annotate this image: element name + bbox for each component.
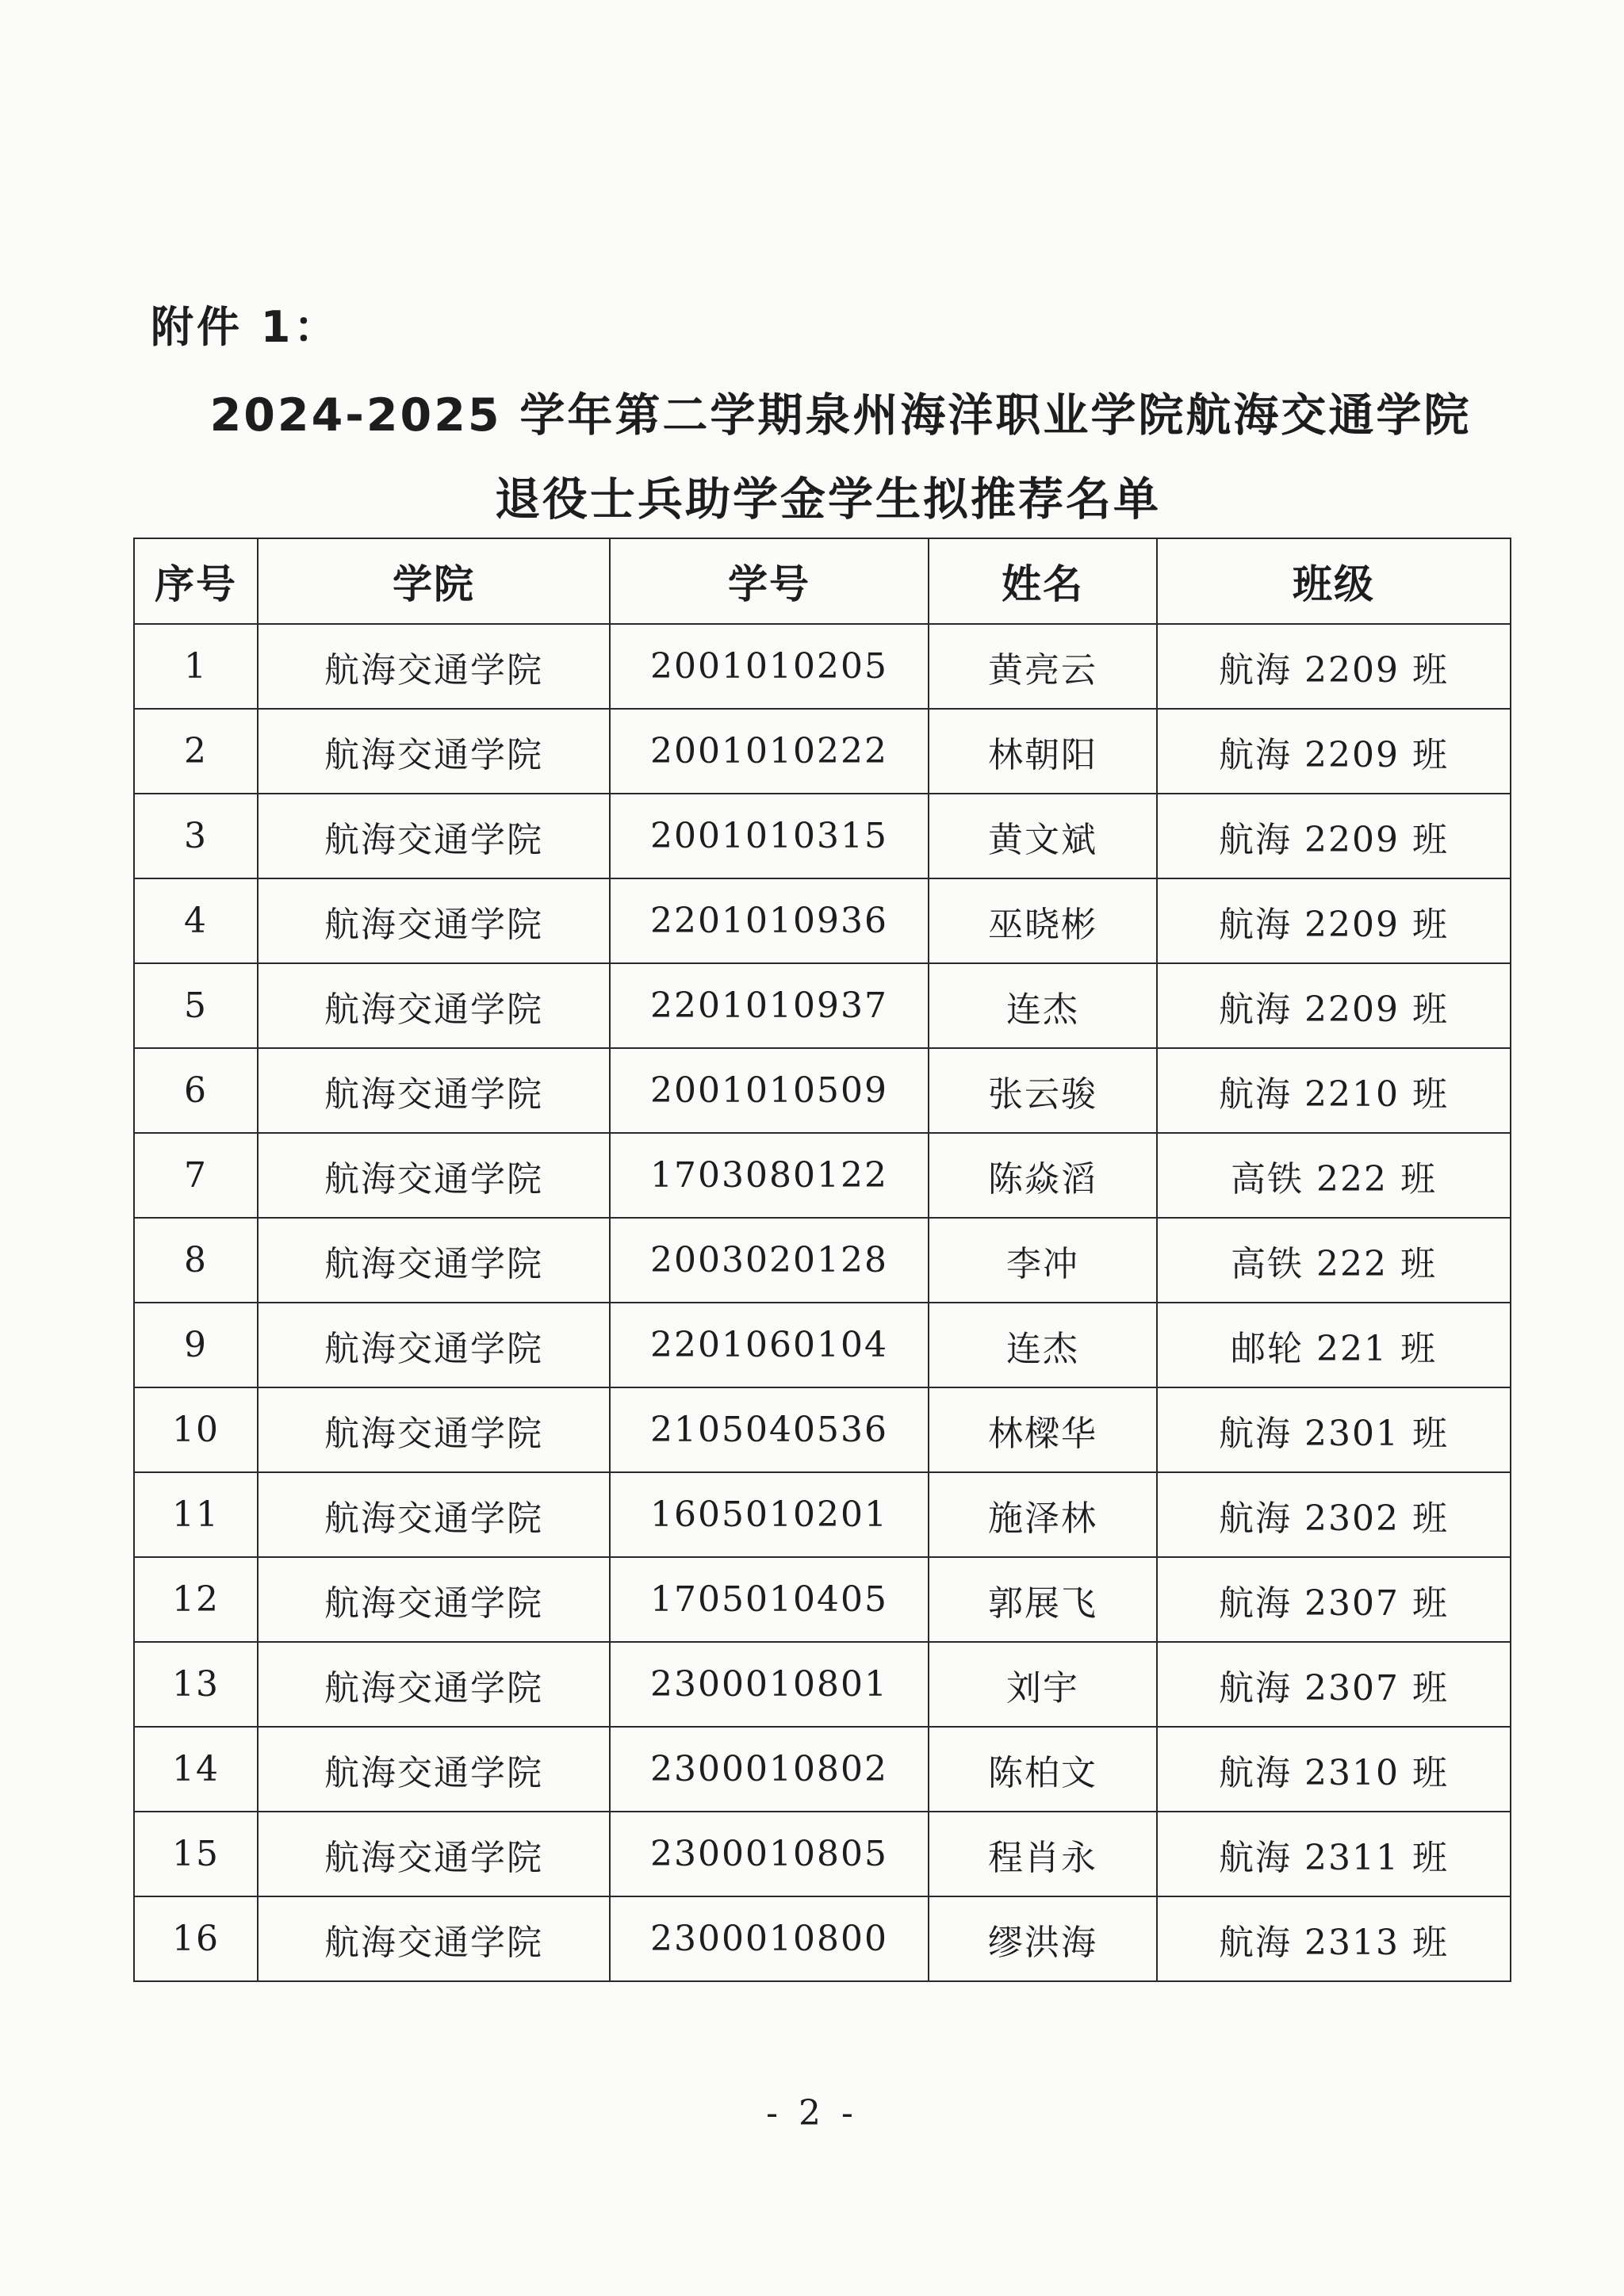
table-row: [134, 1557, 1511, 1642]
cell-serial-number: 12: [134, 1557, 258, 1642]
cell-serial-number: 9: [134, 1303, 258, 1387]
table-body: [134, 624, 1511, 1981]
cell-college: 航海交通学院: [258, 1387, 610, 1472]
cell-name: 黄亮云: [929, 624, 1157, 709]
cell-name: 刘宇: [929, 1642, 1157, 1727]
cell-name: 连杰: [929, 963, 1157, 1048]
cell-student-id: 2300010801: [610, 1642, 929, 1727]
table-header: [134, 538, 1511, 624]
cell-student-id: 1705010405: [610, 1557, 929, 1642]
table-row: [134, 624, 1511, 709]
cell-college: 航海交通学院: [258, 878, 610, 963]
cell-class: 航海 2310 班: [1157, 1727, 1511, 1812]
cell-student-id: 1703080122: [610, 1133, 929, 1218]
table-header-row: [134, 538, 1511, 624]
header-serial-number: 序号: [134, 538, 258, 624]
cell-class: 邮轮 221 班: [1157, 1303, 1511, 1387]
cell-name: 连杰: [929, 1303, 1157, 1387]
cell-student-id: 2001010222: [610, 709, 929, 794]
cell-class: 航海 2313 班: [1157, 1896, 1511, 1981]
cell-name: 黄文斌: [929, 794, 1157, 878]
table-row: [134, 1218, 1511, 1303]
cell-class: 航海 2302 班: [1157, 1472, 1511, 1557]
cell-class: 航海 2209 班: [1157, 963, 1511, 1048]
cell-name: 陈焱滔: [929, 1133, 1157, 1218]
table-row: [134, 1387, 1511, 1472]
cell-serial-number: 15: [134, 1812, 258, 1896]
cell-college: 航海交通学院: [258, 963, 610, 1048]
table-row: [134, 1642, 1511, 1727]
cell-name: 巫晓彬: [929, 878, 1157, 963]
cell-student-id: 2001010205: [610, 624, 929, 709]
cell-student-id: 2201010936: [610, 878, 929, 963]
header-student-id: 学号: [610, 538, 929, 624]
cell-college: 航海交通学院: [258, 1557, 610, 1642]
page-number: - 2 -: [766, 2093, 858, 2133]
cell-name: 林樑华: [929, 1387, 1157, 1472]
cell-class: 航海 2210 班: [1157, 1048, 1511, 1133]
cell-serial-number: 8: [134, 1218, 258, 1303]
table-row: [134, 1048, 1511, 1133]
cell-college: 航海交通学院: [258, 1896, 610, 1981]
table-row: [134, 1896, 1511, 1981]
cell-name: 张云骏: [929, 1048, 1157, 1133]
recommendation-table: [133, 538, 1511, 1982]
cell-name: 郭展飞: [929, 1557, 1157, 1642]
cell-class: 航海 2307 班: [1157, 1557, 1511, 1642]
cell-name: 施泽林: [929, 1472, 1157, 1557]
cell-student-id: 2300010805: [610, 1812, 929, 1896]
cell-student-id: 1605010201: [610, 1472, 929, 1557]
table-row: [134, 878, 1511, 963]
cell-college: 航海交通学院: [258, 1218, 610, 1303]
table-row: [134, 1133, 1511, 1218]
cell-serial-number: 13: [134, 1642, 258, 1727]
cell-serial-number: 2: [134, 709, 258, 794]
cell-class: 航海 2301 班: [1157, 1387, 1511, 1472]
cell-college: 航海交通学院: [258, 709, 610, 794]
cell-class: 高铁 222 班: [1157, 1218, 1511, 1303]
cell-serial-number: 11: [134, 1472, 258, 1557]
cell-college: 航海交通学院: [258, 1133, 610, 1218]
cell-college: 航海交通学院: [258, 1472, 610, 1557]
cell-student-id: 2300010800: [610, 1896, 929, 1981]
cell-serial-number: 5: [134, 963, 258, 1048]
table-row: [134, 1727, 1511, 1812]
table-row: [134, 1472, 1511, 1557]
cell-college: 航海交通学院: [258, 794, 610, 878]
cell-student-id: 2300010802: [610, 1727, 929, 1812]
cell-name: 李冲: [929, 1218, 1157, 1303]
cell-serial-number: 7: [134, 1133, 258, 1218]
cell-college: 航海交通学院: [258, 1812, 610, 1896]
cell-class: 航海 2307 班: [1157, 1642, 1511, 1727]
cell-serial-number: 3: [134, 794, 258, 878]
cell-class: 航海 2209 班: [1157, 624, 1511, 709]
cell-class: 航海 2311 班: [1157, 1812, 1511, 1896]
header-class: 班级: [1157, 538, 1511, 624]
cell-student-id: 2003020128: [610, 1218, 929, 1303]
table-row: [134, 709, 1511, 794]
cell-student-id: 2105040536: [610, 1387, 929, 1472]
cell-college: 航海交通学院: [258, 1727, 610, 1812]
document-title-line-1: 2024-2025 学年第二学期泉州海洋职业学院航海交通学院: [209, 389, 1472, 442]
cell-student-id: 2001010315: [610, 794, 929, 878]
cell-class: 航海 2209 班: [1157, 794, 1511, 878]
cell-name: 程肖永: [929, 1812, 1157, 1896]
cell-class: 航海 2209 班: [1157, 709, 1511, 794]
cell-serial-number: 14: [134, 1727, 258, 1812]
cell-student-id: 2201060104: [610, 1303, 929, 1387]
cell-serial-number: 4: [134, 878, 258, 963]
table-row: [134, 963, 1511, 1048]
cell-name: 林朝阳: [929, 709, 1157, 794]
cell-student-id: 2001010509: [610, 1048, 929, 1133]
cell-college: 航海交通学院: [258, 624, 610, 709]
cell-name: 陈柏文: [929, 1727, 1157, 1812]
cell-college: 航海交通学院: [258, 1642, 610, 1727]
cell-college: 航海交通学院: [258, 1303, 610, 1387]
document-title-line-2: 退役士兵助学金学生拟推荐名单: [495, 473, 1161, 526]
cell-college: 航海交通学院: [258, 1048, 610, 1133]
table-row: [134, 1812, 1511, 1896]
cell-serial-number: 6: [134, 1048, 258, 1133]
cell-class: 航海 2209 班: [1157, 878, 1511, 963]
cell-serial-number: 10: [134, 1387, 258, 1472]
table-row: [134, 1303, 1511, 1387]
attachment-label: 附件 1：: [151, 302, 340, 352]
cell-name: 缪洪海: [929, 1896, 1157, 1981]
table-row: [134, 794, 1511, 878]
cell-class: 高铁 222 班: [1157, 1133, 1511, 1218]
header-college: 学院: [258, 538, 610, 624]
cell-serial-number: 16: [134, 1896, 258, 1981]
header-name: 姓名: [929, 538, 1157, 624]
cell-serial-number: 1: [134, 624, 258, 709]
cell-student-id: 2201010937: [610, 963, 929, 1048]
